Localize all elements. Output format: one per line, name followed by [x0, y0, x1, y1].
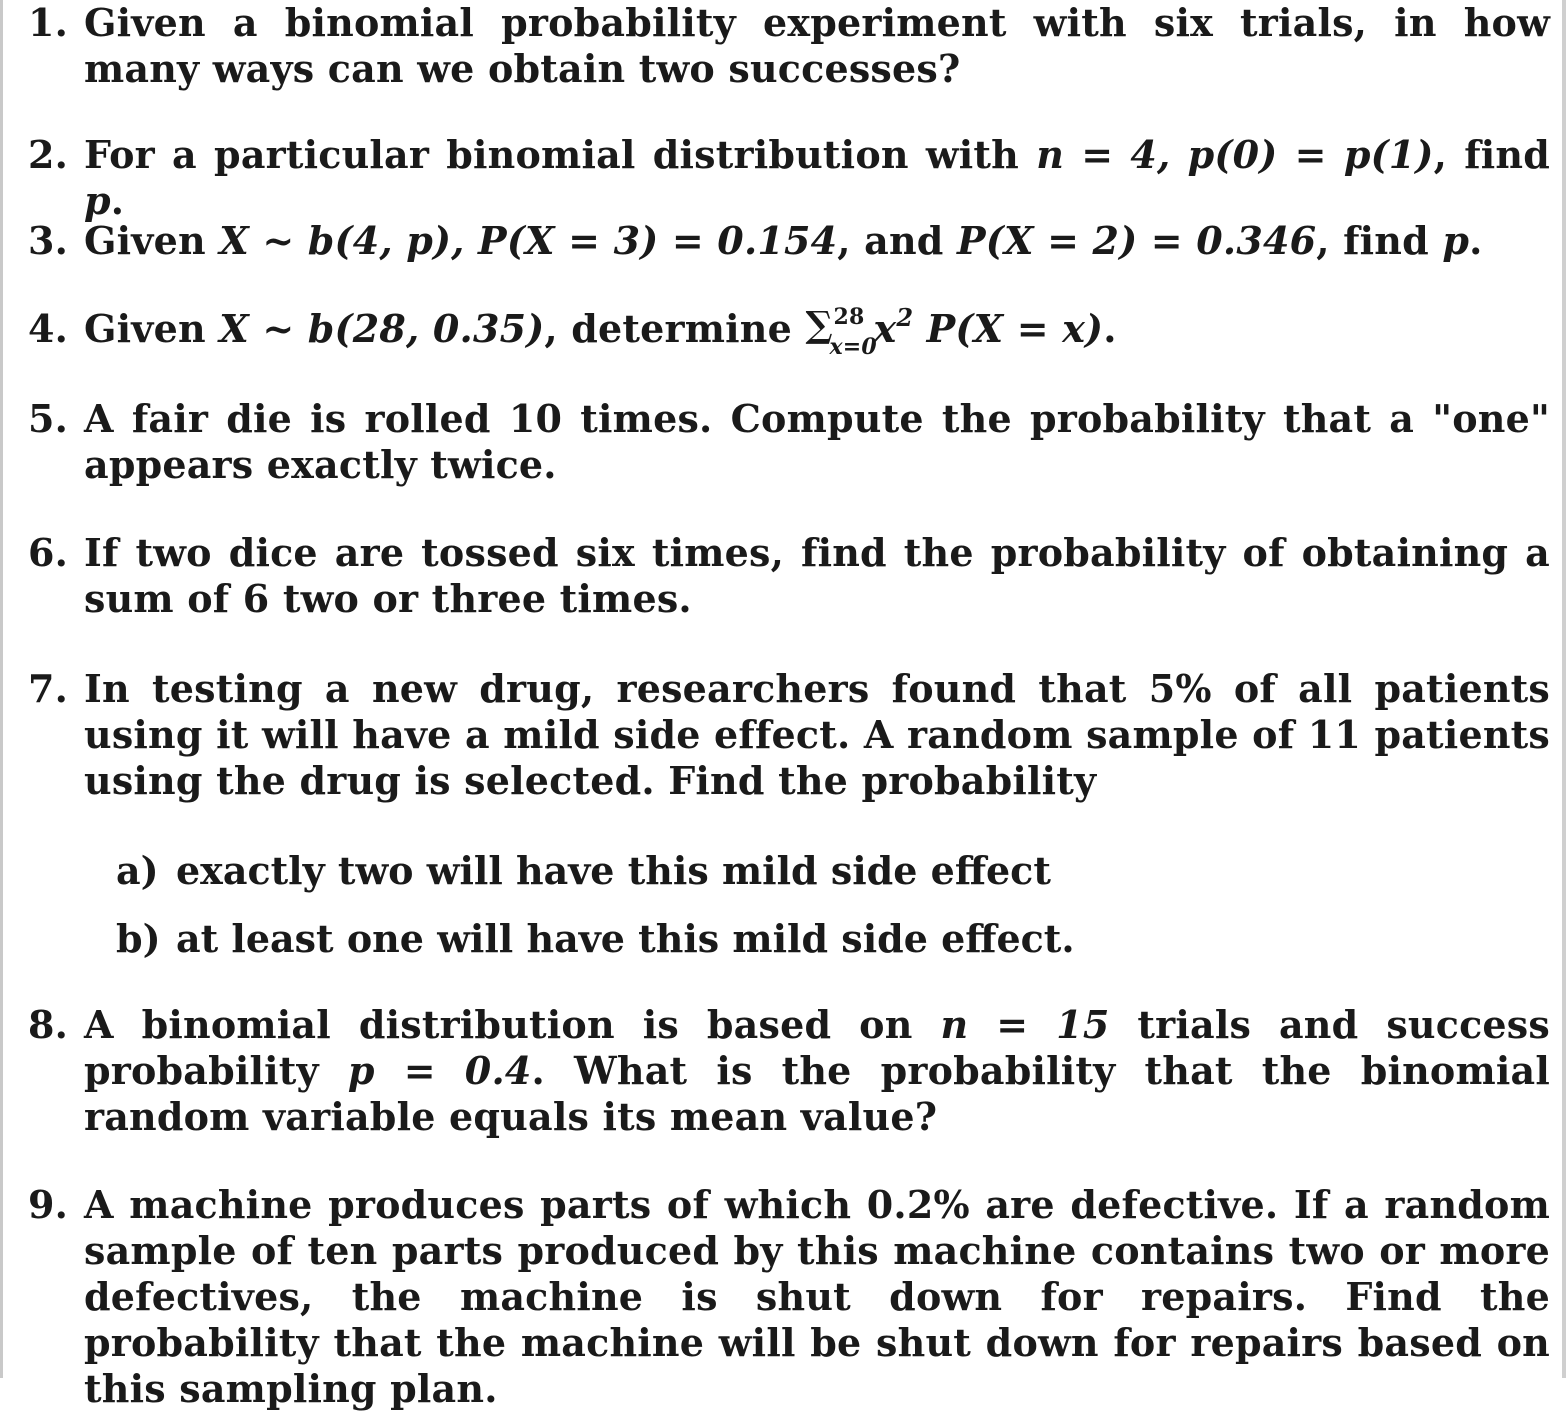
problem-6 — [28, 530, 1550, 622]
math-expression: P(X = 2) = 0.346 — [957, 218, 1317, 263]
math-variable: p — [1442, 218, 1470, 263]
summation — [805, 304, 877, 360]
problem-text: If two dice are tossed six times, find the probability of obtaining a sum of 6 two or three times. — [84, 530, 1550, 621]
problem-3 — [28, 218, 1550, 264]
problem-text: Given a binomial probability experiment with six trials, in how many ways can we obtain two successes? — [84, 0, 1550, 91]
sum-upper-limit: 28 — [833, 304, 865, 330]
math-expression: $x^2$ P(X = x) — [873, 303, 1104, 351]
part-text: exactly two will have this mild side effect — [176, 848, 1051, 893]
part-label: b) — [116, 916, 161, 961]
problem-number: 9. — [28, 1182, 69, 1227]
part-a — [116, 848, 1051, 894]
problem-number: 6. — [28, 530, 69, 575]
problem-text: A binomial distribution is based on n = 15 trials and success probability p = 0.4. What is the probability that the binomial random variable equals its mean value? — [84, 1002, 1550, 1139]
part-label: a) — [116, 848, 159, 893]
problem-number: 5. — [28, 396, 69, 441]
problem-4 — [28, 303, 1550, 360]
problem-number: 2. — [28, 132, 69, 177]
math-variable: p — [84, 178, 111, 223]
problem-number: 7. — [28, 666, 69, 711]
math-expression: p = 0.4 — [347, 1048, 532, 1093]
problem-number: 1. — [28, 0, 69, 45]
problem-text: A machine produces parts of which 0.2% are defective. If a random sample of ten parts produced by this machine contains two or more defectives, the machine is shut down for repairs. Find the probability that the machine will be shut down for repairs based on this sampling plan. — [84, 1182, 1550, 1411]
math-expression: X ~ b(4, p), P(X = 3) = 0.154 — [219, 218, 838, 263]
sigma-symbol: ∑ — [805, 304, 833, 346]
problem-8 — [28, 1002, 1550, 1140]
page-left-edge — [0, 0, 3, 1378]
problem-2 — [28, 132, 1550, 224]
problem-number: 3. — [28, 218, 69, 263]
problem-text: For a particular binomial distribution with n = 4, p(0) = p(1), find p. — [84, 132, 1550, 223]
problem-text: A fair die is rolled 10 times. Compute the probability that a "one" appears exactly twice. — [84, 396, 1550, 487]
problem-number: 8. — [28, 1002, 69, 1047]
problem-5 — [28, 396, 1550, 488]
part-b — [116, 916, 1075, 962]
problem-7 — [28, 666, 1550, 804]
part-text: at least one will have this mild side effect. — [176, 916, 1075, 961]
page-right-edge — [1562, 0, 1566, 1378]
problem-1 — [28, 0, 1550, 92]
problem-text: Given X ~ b(4, p), P(X = 3) = 0.154, and P(X = 2) = 0.346, find p. — [84, 218, 1483, 263]
math-expression: n = 15 — [940, 1002, 1110, 1047]
problem-number: 4. — [28, 306, 69, 351]
math-expression: n = 4, p(0) = p(1) — [1036, 132, 1434, 177]
problem-text: Given X ~ b(28, 0.35), determine ∑ 28 x=0 $x^2$ P(X = x). — [84, 306, 1550, 352]
sum-lower-limit: x=0 — [829, 334, 877, 360]
problem-text: In testing a new drug, researchers found that 5% of all patients using it will have a mild side effect. A random sample of 11 patients using the drug is selected. Find the probability — [84, 666, 1550, 803]
math-expression: X ~ b(28, 0.35) — [219, 306, 545, 351]
